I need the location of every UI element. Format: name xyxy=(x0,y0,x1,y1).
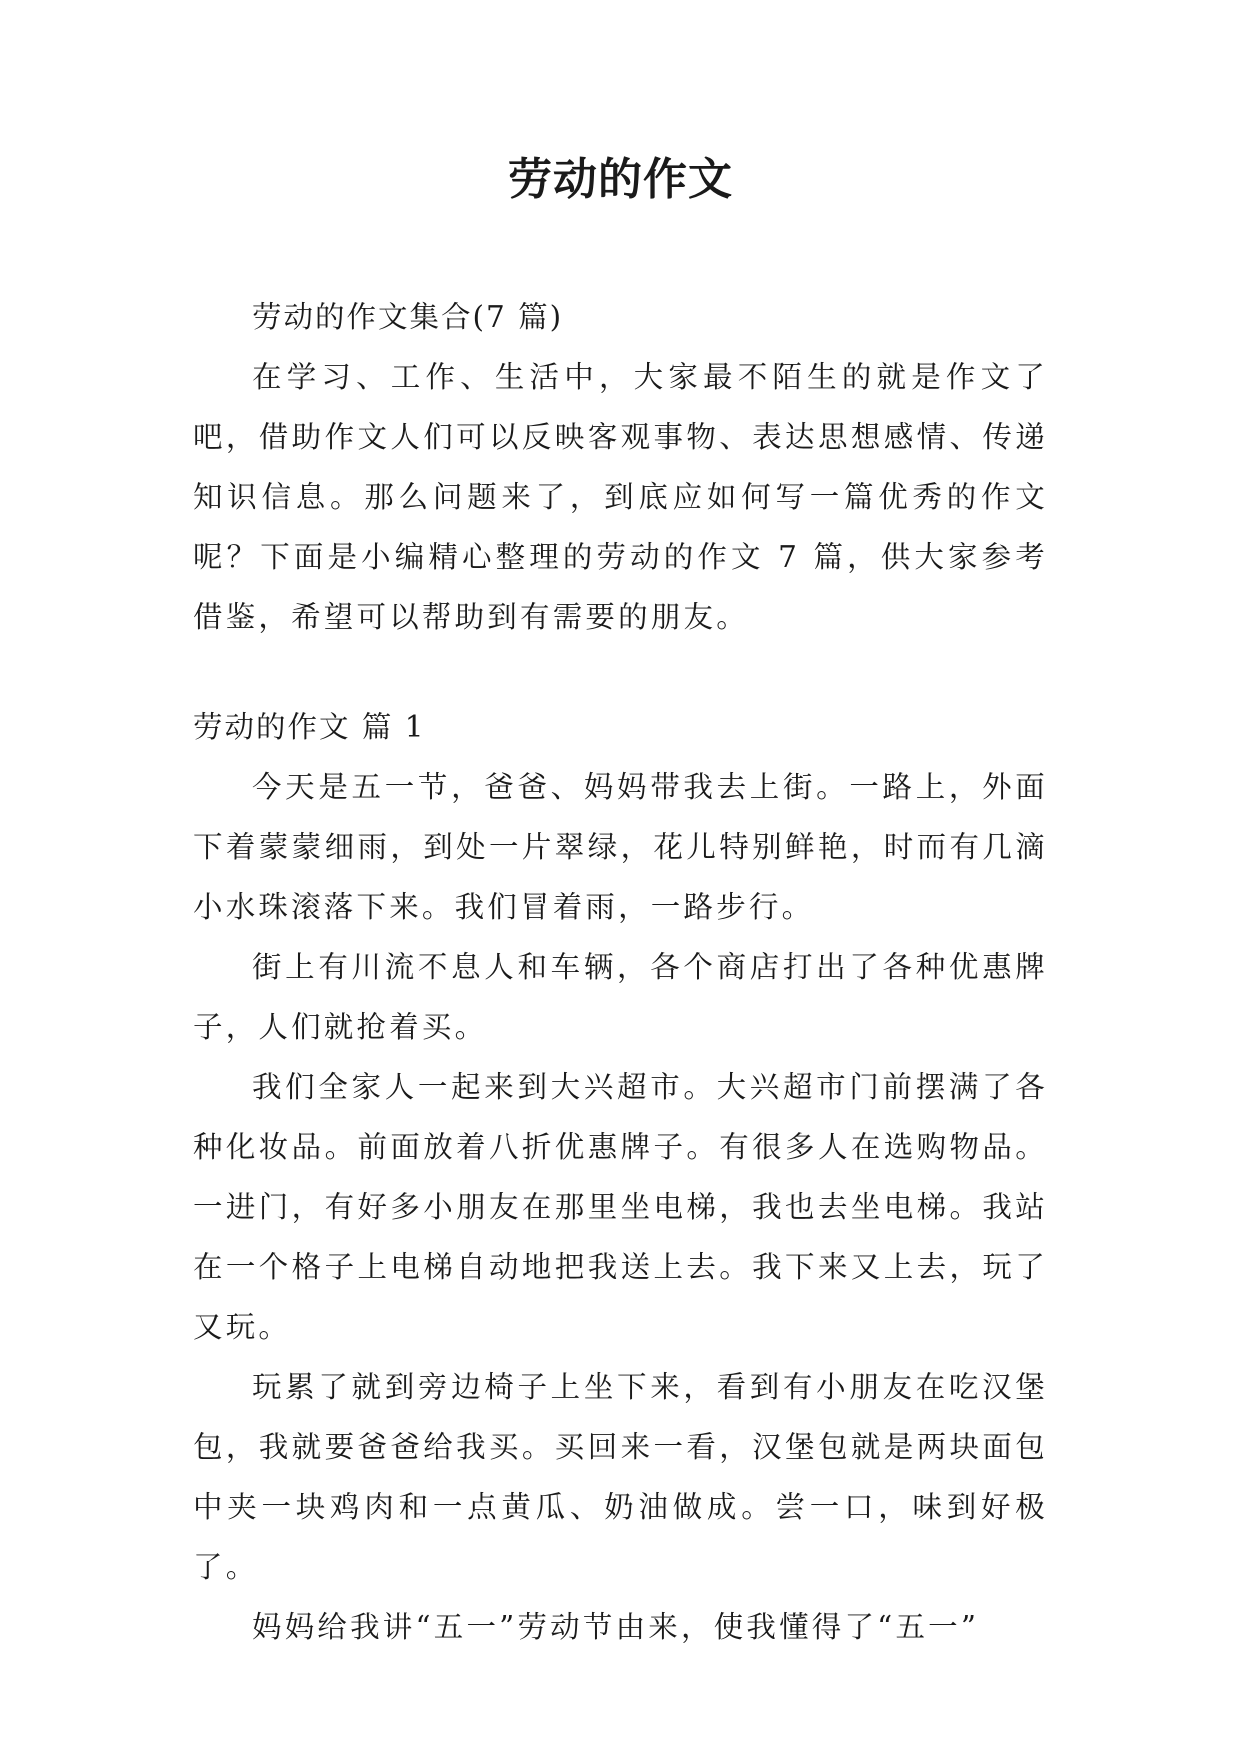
body-paragraph: 玩累了就到旁边椅子上坐下来，看到有小朋友在吃汉堡包，我就要爸爸给我买。买回来一看，汉堡包就是两块面包中夹一块鸡肉和一点黄瓜、奶油做成。尝一口，味到好极了。 xyxy=(193,1370,1048,1584)
intro-paragraph: 在学习、工作、生活中，大家最不陌生的就是作文了吧，借助作文人们可以反映客观事物、表达思想感情、传递知识信息。那么问题来了，到底应如何写一篇优秀的作文呢？下面是小编精心整理的劳动的作文 7 篇，供大家参考借鉴，希望可以帮助到有需要的朋友。 xyxy=(193,360,1048,634)
body-paragraph: 妈妈给我讲“五一”劳动节由来，使我懂得了“五一” xyxy=(252,1610,980,1644)
document-body xyxy=(193,287,1048,1657)
document-title: 劳动的作文 xyxy=(508,154,733,205)
body-paragraph: 街上有川流不息人和车辆，各个商店打出了各种优惠牌子，人们就抢着买。 xyxy=(193,950,1048,1044)
body-paragraph: 今天是五一节，爸爸、妈妈带我去上街。一路上，外面下着蒙蒙细雨，到处一片翠绿，花儿特别鲜艳，时而有几滴小水珠滚落下来。我们冒着雨，一路步行。 xyxy=(193,770,1048,924)
document-subtitle: 劳动的作文集合(7 篇) xyxy=(252,300,564,334)
section-heading: 劳动的作文 篇 1 xyxy=(193,710,426,744)
body-paragraph: 我们全家人一起来到大兴超市。大兴超市门前摆满了各种化妆品。前面放着八折优惠牌子。有很多人在选购物品。一进门，有好多小朋友在那里坐电梯，我也去坐电梯。我站在一个格子上电梯自动地把我送上去。我下来又上去，玩了又玩。 xyxy=(193,1070,1048,1344)
